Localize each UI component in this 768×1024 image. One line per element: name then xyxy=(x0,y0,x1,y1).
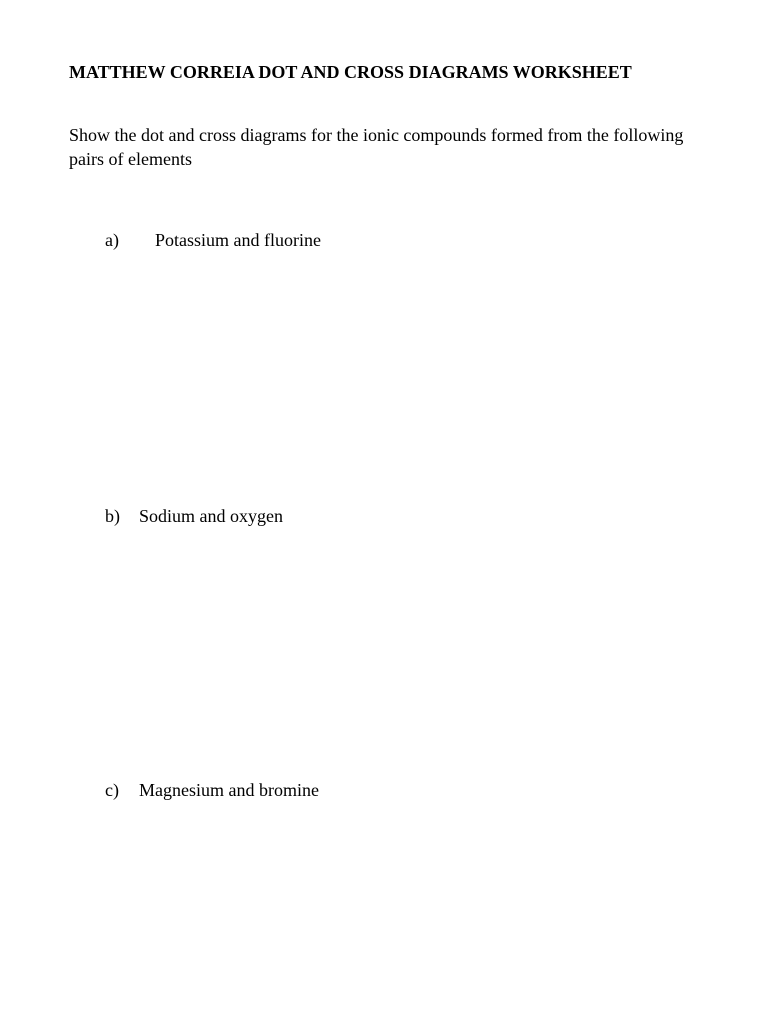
question-c xyxy=(105,778,319,802)
question-a xyxy=(105,228,321,252)
worksheet-title: MATTHEW CORREIA DOT AND CROSS DIAGRAMS WORKSHEET xyxy=(69,62,632,82)
question-text: Magnesium and bromine xyxy=(139,780,319,800)
question-marker: b) xyxy=(105,506,120,526)
question-text: Sodium and oxygen xyxy=(139,506,283,526)
question-b xyxy=(105,504,283,528)
question-marker: a) xyxy=(105,230,119,250)
worksheet-instructions: Show the dot and cross diagrams for the ionic compounds formed from the following pairs of elements xyxy=(69,125,684,169)
question-marker: c) xyxy=(105,780,119,800)
question-text: Potassium and fluorine xyxy=(155,230,321,250)
